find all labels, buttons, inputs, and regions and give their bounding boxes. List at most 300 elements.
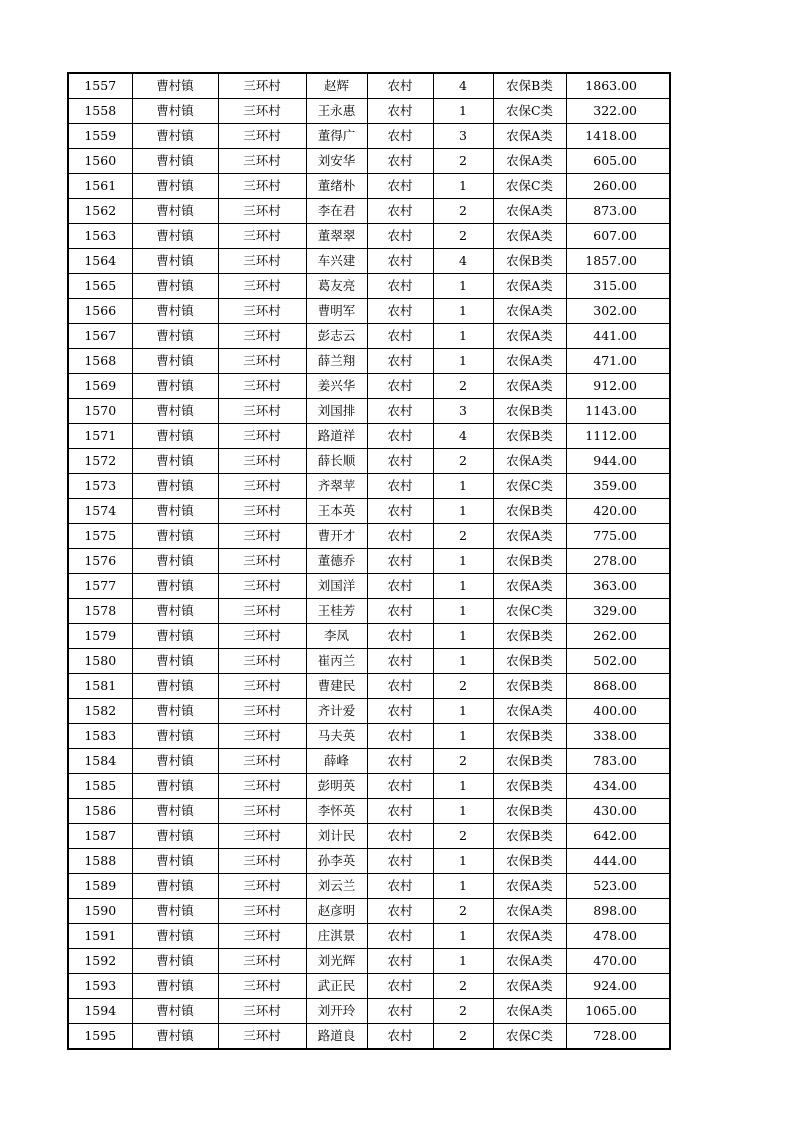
cell-count: 1 [433,324,493,349]
cell-amount: 420.00 [566,499,670,524]
cell-seq: 1567 [68,324,132,349]
cell-seq: 1565 [68,274,132,299]
cell-count: 2 [433,899,493,924]
table-row [68,99,670,124]
cell-type: 农村 [367,174,433,199]
cell-amount: 471.00 [566,349,670,374]
cell-name: 曹明军 [306,299,367,324]
cell-amount: 478.00 [566,924,670,949]
table-row [68,124,670,149]
cell-count: 2 [433,974,493,999]
cell-village: 三环村 [218,899,306,924]
cell-count: 1 [433,299,493,324]
cell-count: 4 [433,73,493,99]
cell-type: 农村 [367,1024,433,1050]
cell-village: 三环村 [218,874,306,899]
cell-count: 2 [433,224,493,249]
cell-category: 农保A类 [493,449,566,474]
table-row [68,699,670,724]
cell-name: 武正民 [306,974,367,999]
cell-town: 曹村镇 [132,73,218,99]
cell-amount: 329.00 [566,599,670,624]
cell-amount: 944.00 [566,449,670,474]
cell-type: 农村 [367,599,433,624]
cell-category: 农保B类 [493,774,566,799]
table-row [68,724,670,749]
cell-count: 1 [433,549,493,574]
cell-name: 董德乔 [306,549,367,574]
cell-town: 曹村镇 [132,149,218,174]
cell-village: 三环村 [218,1024,306,1050]
cell-town: 曹村镇 [132,774,218,799]
cell-type: 农村 [367,124,433,149]
cell-seq: 1561 [68,174,132,199]
cell-town: 曹村镇 [132,99,218,124]
cell-count: 1 [433,599,493,624]
cell-town: 曹村镇 [132,224,218,249]
cell-category: 农保A类 [493,874,566,899]
cell-town: 曹村镇 [132,699,218,724]
cell-type: 农村 [367,999,433,1024]
cell-count: 1 [433,649,493,674]
cell-type: 农村 [367,799,433,824]
cell-count: 1 [433,624,493,649]
cell-type: 农村 [367,474,433,499]
cell-count: 1 [433,99,493,124]
cell-village: 三环村 [218,124,306,149]
cell-village: 三环村 [218,399,306,424]
cell-town: 曹村镇 [132,999,218,1024]
cell-village: 三环村 [218,949,306,974]
cell-seq: 1573 [68,474,132,499]
cell-count: 2 [433,199,493,224]
cell-category: 农保B类 [493,624,566,649]
cell-type: 农村 [367,349,433,374]
cell-category: 农保A类 [493,274,566,299]
cell-seq: 1557 [68,73,132,99]
cell-category: 农保C类 [493,474,566,499]
cell-type: 农村 [367,324,433,349]
cell-amount: 898.00 [566,899,670,924]
cell-seq: 1566 [68,299,132,324]
cell-category: 农保B类 [493,674,566,699]
cell-amount: 502.00 [566,649,670,674]
cell-amount: 434.00 [566,774,670,799]
cell-type: 农村 [367,924,433,949]
cell-name: 曹建民 [306,674,367,699]
cell-category: 农保A类 [493,899,566,924]
cell-count: 1 [433,574,493,599]
cell-category: 农保A类 [493,299,566,324]
table-row [68,399,670,424]
cell-name: 赵辉 [306,73,367,99]
cell-town: 曹村镇 [132,174,218,199]
cell-count: 2 [433,674,493,699]
cell-name: 庄淇景 [306,924,367,949]
cell-village: 三环村 [218,349,306,374]
cell-village: 三环村 [218,474,306,499]
cell-type: 农村 [367,199,433,224]
cell-village: 三环村 [218,99,306,124]
cell-seq: 1583 [68,724,132,749]
cell-name: 路道祥 [306,424,367,449]
cell-category: 农保A类 [493,924,566,949]
cell-town: 曹村镇 [132,874,218,899]
cell-count: 1 [433,349,493,374]
cell-amount: 1112.00 [566,424,670,449]
cell-count: 4 [433,249,493,274]
cell-category: 农保B类 [493,849,566,874]
cell-name: 刘国排 [306,399,367,424]
cell-amount: 1418.00 [566,124,670,149]
cell-village: 三环村 [218,499,306,524]
cell-town: 曹村镇 [132,1024,218,1050]
cell-count: 2 [433,374,493,399]
cell-town: 曹村镇 [132,624,218,649]
cell-seq: 1570 [68,399,132,424]
cell-town: 曹村镇 [132,799,218,824]
cell-name: 王永惠 [306,99,367,124]
cell-village: 三环村 [218,449,306,474]
cell-category: 农保B类 [493,424,566,449]
table-row [68,474,670,499]
cell-category: 农保C类 [493,1024,566,1050]
cell-seq: 1580 [68,649,132,674]
table-row [68,424,670,449]
cell-name: 车兴建 [306,249,367,274]
cell-name: 王本英 [306,499,367,524]
cell-seq: 1575 [68,524,132,549]
cell-amount: 912.00 [566,374,670,399]
cell-seq: 1591 [68,924,132,949]
cell-type: 农村 [367,249,433,274]
cell-type: 农村 [367,774,433,799]
cell-town: 曹村镇 [132,124,218,149]
cell-amount: 302.00 [566,299,670,324]
cell-seq: 1559 [68,124,132,149]
cell-town: 曹村镇 [132,474,218,499]
cell-seq: 1590 [68,899,132,924]
cell-type: 农村 [367,224,433,249]
cell-type: 农村 [367,649,433,674]
cell-count: 1 [433,499,493,524]
cell-name: 刘安华 [306,149,367,174]
cell-village: 三环村 [218,149,306,174]
cell-name: 葛友亮 [306,274,367,299]
cell-name: 路道良 [306,1024,367,1050]
cell-town: 曹村镇 [132,824,218,849]
cell-amount: 470.00 [566,949,670,974]
table-row [68,599,670,624]
cell-name: 孙李英 [306,849,367,874]
table-row [68,874,670,899]
cell-type: 农村 [367,299,433,324]
cell-category: 农保B类 [493,399,566,424]
cell-village: 三环村 [218,699,306,724]
cell-name: 李怀英 [306,799,367,824]
table-row [68,574,670,599]
cell-town: 曹村镇 [132,449,218,474]
cell-category: 农保A类 [493,199,566,224]
cell-seq: 1592 [68,949,132,974]
cell-category: 农保A类 [493,574,566,599]
table-row [68,974,670,999]
cell-village: 三环村 [218,574,306,599]
cell-town: 曹村镇 [132,899,218,924]
cell-name: 刘云兰 [306,874,367,899]
cell-village: 三环村 [218,649,306,674]
cell-type: 农村 [367,424,433,449]
cell-town: 曹村镇 [132,724,218,749]
cell-amount: 444.00 [566,849,670,874]
cell-village: 三环村 [218,774,306,799]
cell-amount: 363.00 [566,574,670,599]
table-row [68,524,670,549]
cell-category: 农保B类 [493,799,566,824]
cell-town: 曹村镇 [132,324,218,349]
cell-count: 1 [433,174,493,199]
cell-village: 三环村 [218,424,306,449]
cell-category: 农保B类 [493,499,566,524]
cell-amount: 441.00 [566,324,670,349]
cell-town: 曹村镇 [132,274,218,299]
cell-count: 1 [433,774,493,799]
table-row [68,299,670,324]
cell-amount: 338.00 [566,724,670,749]
cell-seq: 1582 [68,699,132,724]
cell-type: 农村 [367,274,433,299]
cell-town: 曹村镇 [132,649,218,674]
table-row [68,449,670,474]
cell-seq: 1560 [68,149,132,174]
cell-count: 2 [433,824,493,849]
cell-village: 三环村 [218,674,306,699]
cell-seq: 1558 [68,99,132,124]
cell-town: 曹村镇 [132,974,218,999]
table-row [68,549,670,574]
cell-count: 3 [433,124,493,149]
cell-amount: 278.00 [566,549,670,574]
cell-town: 曹村镇 [132,499,218,524]
cell-amount: 1065.00 [566,999,670,1024]
cell-category: 农保A类 [493,949,566,974]
table-row [68,624,670,649]
cell-seq: 1577 [68,574,132,599]
cell-name: 薛兰翔 [306,349,367,374]
cell-town: 曹村镇 [132,524,218,549]
cell-category: 农保B类 [493,649,566,674]
table-row [68,349,670,374]
table-row [68,374,670,399]
cell-amount: 868.00 [566,674,670,699]
cell-village: 三环村 [218,974,306,999]
cell-village: 三环村 [218,749,306,774]
cell-amount: 1857.00 [566,249,670,274]
cell-town: 曹村镇 [132,249,218,274]
cell-category: 农保A类 [493,374,566,399]
cell-village: 三环村 [218,549,306,574]
records-table [67,72,671,1050]
cell-name: 齐计爱 [306,699,367,724]
cell-category: 农保C类 [493,599,566,624]
cell-category: 农保C类 [493,174,566,199]
cell-count: 1 [433,949,493,974]
cell-category: 农保C类 [493,99,566,124]
cell-type: 农村 [367,574,433,599]
cell-type: 农村 [367,724,433,749]
cell-seq: 1584 [68,749,132,774]
cell-amount: 728.00 [566,1024,670,1050]
cell-count: 2 [433,749,493,774]
cell-seq: 1594 [68,999,132,1024]
cell-village: 三环村 [218,274,306,299]
cell-category: 农保B类 [493,724,566,749]
table-row [68,824,670,849]
cell-town: 曹村镇 [132,749,218,774]
cell-name: 刘光辉 [306,949,367,974]
cell-type: 农村 [367,374,433,399]
cell-name: 赵彦明 [306,899,367,924]
cell-name: 彭志云 [306,324,367,349]
cell-amount: 605.00 [566,149,670,174]
cell-amount: 262.00 [566,624,670,649]
cell-category: 农保B类 [493,73,566,99]
cell-name: 薛长顺 [306,449,367,474]
cell-town: 曹村镇 [132,599,218,624]
cell-type: 农村 [367,824,433,849]
cell-name: 李在君 [306,199,367,224]
cell-category: 农保A类 [493,524,566,549]
cell-town: 曹村镇 [132,949,218,974]
cell-count: 3 [433,399,493,424]
cell-seq: 1571 [68,424,132,449]
cell-seq: 1586 [68,799,132,824]
cell-town: 曹村镇 [132,549,218,574]
cell-count: 2 [433,524,493,549]
table-row [68,649,670,674]
cell-village: 三环村 [218,599,306,624]
cell-seq: 1595 [68,1024,132,1050]
table-row [68,924,670,949]
cell-village: 三环村 [218,524,306,549]
cell-town: 曹村镇 [132,299,218,324]
cell-name: 董翠翠 [306,224,367,249]
cell-name: 姜兴华 [306,374,367,399]
cell-village: 三环村 [218,849,306,874]
cell-type: 农村 [367,549,433,574]
cell-amount: 260.00 [566,174,670,199]
cell-name: 刘计民 [306,824,367,849]
cell-village: 三环村 [218,174,306,199]
cell-name: 刘国洋 [306,574,367,599]
cell-category: 农保A类 [493,349,566,374]
cell-seq: 1569 [68,374,132,399]
cell-count: 2 [433,1024,493,1050]
cell-seq: 1581 [68,674,132,699]
cell-category: 农保A类 [493,324,566,349]
cell-town: 曹村镇 [132,399,218,424]
cell-name: 齐翠苹 [306,474,367,499]
table-row [68,174,670,199]
cell-village: 三环村 [218,249,306,274]
table-row [68,149,670,174]
cell-seq: 1564 [68,249,132,274]
cell-town: 曹村镇 [132,374,218,399]
cell-amount: 783.00 [566,749,670,774]
cell-count: 2 [433,149,493,174]
table-row [68,224,670,249]
table-row [68,749,670,774]
cell-amount: 322.00 [566,99,670,124]
cell-type: 农村 [367,99,433,124]
cell-type: 农村 [367,699,433,724]
cell-village: 三环村 [218,224,306,249]
cell-village: 三环村 [218,724,306,749]
cell-count: 1 [433,874,493,899]
cell-seq: 1589 [68,874,132,899]
cell-village: 三环村 [218,73,306,99]
table-row [68,499,670,524]
cell-village: 三环村 [218,799,306,824]
cell-name: 马夫英 [306,724,367,749]
cell-village: 三环村 [218,374,306,399]
cell-seq: 1578 [68,599,132,624]
cell-type: 农村 [367,849,433,874]
cell-amount: 1863.00 [566,73,670,99]
cell-town: 曹村镇 [132,424,218,449]
cell-category: 农保A类 [493,999,566,1024]
cell-count: 2 [433,999,493,1024]
cell-name: 崔丙兰 [306,649,367,674]
cell-seq: 1572 [68,449,132,474]
table-row [68,849,670,874]
table-row [68,999,670,1024]
cell-name: 刘开玲 [306,999,367,1024]
cell-count: 1 [433,274,493,299]
cell-town: 曹村镇 [132,349,218,374]
table-row [68,774,670,799]
cell-category: 农保B类 [493,824,566,849]
cell-seq: 1562 [68,199,132,224]
cell-amount: 359.00 [566,474,670,499]
cell-count: 1 [433,724,493,749]
cell-type: 农村 [367,874,433,899]
cell-seq: 1588 [68,849,132,874]
cell-type: 农村 [367,974,433,999]
cell-seq: 1563 [68,224,132,249]
cell-type: 农村 [367,449,433,474]
cell-type: 农村 [367,624,433,649]
cell-category: 农保A类 [493,149,566,174]
cell-type: 农村 [367,399,433,424]
cell-name: 董得广 [306,124,367,149]
cell-amount: 523.00 [566,874,670,899]
cell-town: 曹村镇 [132,199,218,224]
cell-type: 农村 [367,499,433,524]
table-row [68,324,670,349]
cell-count: 1 [433,849,493,874]
cell-category: 农保B类 [493,749,566,774]
table-row [68,199,670,224]
table-row [68,73,670,99]
cell-type: 农村 [367,899,433,924]
cell-name: 王桂芳 [306,599,367,624]
table-row [68,674,670,699]
cell-type: 农村 [367,674,433,699]
cell-category: 农保A类 [493,699,566,724]
cell-village: 三环村 [218,924,306,949]
cell-seq: 1579 [68,624,132,649]
